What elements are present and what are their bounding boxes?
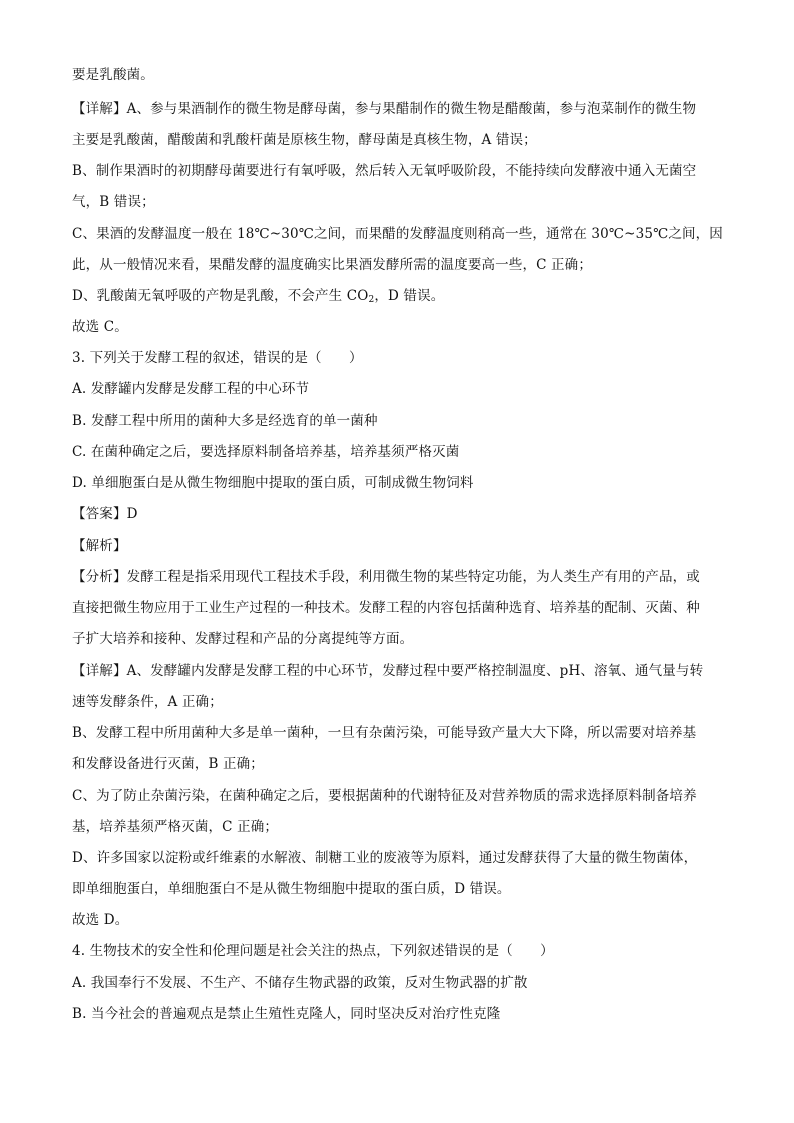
option-b: B. 当今社会的普遍观点是禁止生殖性克隆人，同时坚决反对治疗性克隆 bbox=[72, 1006, 501, 1022]
option-a: A. 发酵罐内发酵是发酵工程的中心环节 bbox=[72, 381, 310, 397]
text-line: D、许多国家以淀粉或纤维素的水解液、制糖工业的废液等为原料，通过发酵获得了大量的微生物菌体， bbox=[72, 850, 698, 866]
text-line: B、发酵工程中所用菌种大多是单一菌种，一旦有杂菌污染，可能导致产量大大下降，所以需要对培养基 bbox=[72, 725, 697, 741]
text-line: 故选 C。 bbox=[72, 319, 128, 335]
text-line: 【详解】A、发酵罐内发酵是发酵工程的中心环节，发酵过程中要严格控制温度、pH、溶氧、通气量与转 bbox=[72, 663, 704, 679]
text-line: 【详解】A、参与果酒制作的微生物是酵母菌，参与果醋制作的微生物是醋酸菌，参与泡菜制作的微生物 bbox=[72, 101, 697, 117]
option-a: A. 我国奉行不发展、不生产、不储存生物武器的政策，反对生物武器的扩散 bbox=[72, 975, 528, 991]
subscript: 2 bbox=[368, 295, 375, 305]
option-c: C. 在菌种确定之后，要选择原料制备培养基，培养基须严格灭菌 bbox=[72, 444, 460, 460]
text-line: C、为了防止杂菌污染，在菌种确定之后，要根据菌种的代谢特征及对营养物质的需求选择原料制备培养 bbox=[72, 788, 697, 804]
text-line: 【分析】发酵工程是指采用现代工程技术手段，利用微生物的某些特定功能，为人类生产有用的产品，或 bbox=[72, 569, 700, 585]
text-line: B、制作果酒时的初期酵母菌要进行有氧呼吸，然后转入无氧呼吸阶段，不能持续向发酵液中通入无菌空 bbox=[72, 163, 697, 179]
question-stem: 4. 生物技术的安全性和伦理问题是社会关注的热点，下列叙述错误的是（ ） bbox=[72, 943, 554, 959]
analysis-label: 【解析】 bbox=[72, 538, 127, 554]
text-line: 故选 D。 bbox=[72, 912, 129, 928]
option-d: D. 单细胞蛋白是从微生物细胞中提取的蛋白质，可制成微生物饲料 bbox=[72, 475, 474, 491]
text-line: 此，从一般情况来看，果醋发酵的温度确实比果酒发酵所需的温度要高一些，C 正确； bbox=[72, 257, 592, 273]
text-line: 子扩大培养和接种、发酵过程和产品的分离提纯等方面。 bbox=[72, 631, 414, 647]
text-line: 直接把微生物应用于工业生产过程的一种技术。发酵工程的内容包括菌种选育、培养基的配制、灭菌、种 bbox=[72, 600, 700, 616]
question-stem: 3. 下列关于发酵工程的叙述，错误的是（ ） bbox=[72, 350, 363, 366]
text-span: D、乳酸菌无氧呼吸的产物是乳酸，不会产生 CO bbox=[72, 288, 369, 304]
text-line: 即单细胞蛋白，单细胞蛋白不是从微生物细胞中提取的蛋白质，D 错误。 bbox=[72, 881, 511, 897]
answer-label: 【答案】D bbox=[72, 506, 138, 522]
text-line: 基，培养基须严格灭菌，C 正确； bbox=[72, 819, 279, 835]
text-line: 速等发酵条件，A 正确； bbox=[72, 694, 223, 710]
text-line: 气，B 错误； bbox=[72, 194, 155, 210]
text-span: ，D 错误。 bbox=[374, 288, 445, 304]
text-line: 要是乳酸菌。 bbox=[72, 67, 154, 83]
text-line bbox=[72, 287, 444, 305]
text-line: 主要是乳酸菌，醋酸菌和乳酸杆菌是原核生物，酵母菌是真核生物，A 错误； bbox=[72, 132, 537, 148]
option-b: B. 发酵工程中所用的菌种大多是经选育的单一菌种 bbox=[72, 413, 378, 429]
text-line: C、果酒的发酵温度一般在 18℃~30℃之间，而果醋的发酵温度则稍高一些，通常在 30℃~35℃之间，因 bbox=[72, 226, 723, 242]
text-line: 和发酵设备进行灭菌，B 正确； bbox=[72, 756, 264, 772]
